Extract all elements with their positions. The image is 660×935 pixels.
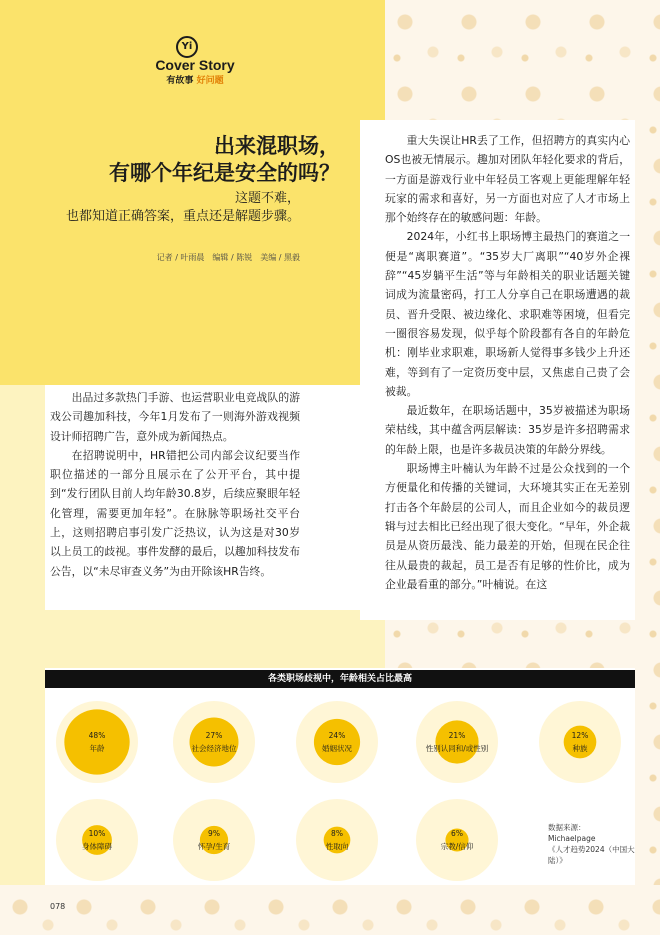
chart-item	[56, 799, 138, 881]
source-report: 《人才趋势2024（中国大陆）》	[548, 845, 635, 865]
chart-value-label: 27%	[205, 731, 223, 740]
chart-item	[296, 799, 378, 881]
chart-value-circle	[435, 720, 478, 763]
chart-value-label: 8%	[331, 829, 343, 838]
chart-value-label: 9%	[208, 829, 220, 838]
chart-value-circle	[314, 719, 360, 765]
section-subtitle-b: 好问题	[196, 76, 224, 86]
chart-category-label: 身体障碍	[82, 842, 112, 851]
data-source	[548, 822, 638, 866]
headline-line-2: 有哪个年纪是安全的吗？	[109, 161, 340, 185]
age-discrimination-chart	[45, 690, 635, 885]
chart-item	[173, 701, 255, 783]
chart-value-circle	[190, 718, 239, 767]
chart-item	[539, 701, 621, 783]
chart-value-circle	[64, 709, 129, 774]
chart-category-label: 社会经济地位	[191, 744, 237, 753]
page-number: 078	[50, 902, 66, 911]
chart-item	[416, 701, 498, 783]
chart-value-label: 6%	[451, 829, 463, 838]
article-headline	[40, 133, 340, 187]
chart-item	[296, 701, 378, 783]
body-column-right	[385, 131, 630, 594]
source-name: Michaelpage	[548, 834, 596, 843]
chart-item	[173, 799, 255, 881]
chart-value-label: 10%	[88, 829, 106, 838]
paragraph: 2024年，小红书上职场博主最热门的赛道之一便是“离职赛道”。“35岁大厂离职”“40岁外企裸辞”“45岁躺平生活”等与年龄相关的职业话题关键词成为流量密码，打工人分享自己在职场遭遇的裁员、晋升受限、被边缘化、求职难等困境，但看完一圈很容易发现，似乎每个阶段都有各自的年龄危机：刚毕业求职难，职场新人觉得事多钱少上升还难，等到有了一定资历变中层，又焦虑自己贵了会被裁。	[385, 230, 630, 398]
chart-category-label: 宗教/信仰	[440, 842, 474, 851]
article-subhead	[40, 190, 300, 226]
chart-title: 各类职场歧视中，年龄相关占比最高	[45, 670, 635, 688]
section-subtitle	[155, 73, 235, 86]
chart-item	[56, 701, 138, 783]
paragraph: 职场博主叶楠认为年龄不过是公众找到的一个方便量化和传播的关键词，大环境其实正在无差别打击各个年龄层的公司人，而且企业如今的裁员逻辑与过去相比已经出现了很大变化。“早年，外企裁员是从资历最浅、能力最差的开始，但现在民企往往从最贵的裁起，员工是否有足够的性价比，成为企业最看重的部分。”叶楠说。在这	[385, 462, 630, 591]
chart-category-label: 性别认同和/或性别	[425, 744, 489, 753]
chart-value-label: 24%	[328, 731, 346, 740]
subhead-line-1: 这题不难，	[234, 191, 300, 206]
body-column-left	[50, 388, 300, 581]
paragraph: 出品过多款热门手游、也运营职业电竞战队的游戏公司趣加科技，今年1月发布了一则海外游戏视频设计师招聘广告，意外成为新闻热点。	[50, 391, 300, 443]
chart-item	[416, 799, 498, 881]
paragraph: 最近数年，在职场话题中，35岁被描述为职场荣枯线，其中蕴含两层解读：35岁是许多招聘需求的年龄上限，也是许多裁员决策的年龄分界线。	[385, 404, 630, 456]
source-label: 数据来源：	[548, 823, 586, 832]
chart-category-label: 性取向	[325, 842, 349, 851]
section-title: Cover Story	[155, 57, 235, 73]
chart-category-label: 婚姻状况	[322, 744, 352, 753]
chart-value-label: 48%	[88, 731, 106, 740]
chart-category-label: 怀孕/生育	[197, 842, 231, 851]
subhead-line-2: 也都知道正确答案，重点还是解题步骤。	[65, 209, 300, 224]
paragraph: 重大失误让HR丢了工作，但招聘方的真实内心OS也被无情展示。趣加对团队年轻化要求的背后，一方面是游戏行业中年轻员工客观上更能理解年轻玩家的需求和喜好，另一方面也对应了人才市场上那个始终存在的敏感问题：年龄。	[385, 134, 630, 225]
chart-value-label: 12%	[571, 731, 589, 740]
decorative-pattern-bottom	[0, 885, 660, 935]
section-subtitle-a: 有故事	[166, 76, 194, 86]
chart-category-label: 年龄	[89, 744, 105, 753]
yi-logo-icon: Yi	[176, 36, 198, 58]
headline-line-1: 出来混职场，	[214, 134, 340, 158]
article-credits: 记者 / 叶雨晨 编辑 / 陈锐 美编 / 黑毅	[156, 253, 300, 262]
chart-value-label: 21%	[448, 731, 466, 740]
paragraph: 在招聘说明中，HR错把公司内部会议纪要当作职位描述的一部分且展示在了公开平台，其中提到“发行团队目前人均年龄30.8岁，后续应聚眼年轻化管理，需要更加年轻”。在脉脉等职场社交平台上，这则招聘启事引发广泛热议，认为这是对30岁以上员工的歧视。事件发酵的最后，以趣加科技发布公告，以“未尽审查义务”为由开除该HR告终。	[50, 448, 300, 578]
chart-category-label: 种族	[572, 744, 588, 753]
